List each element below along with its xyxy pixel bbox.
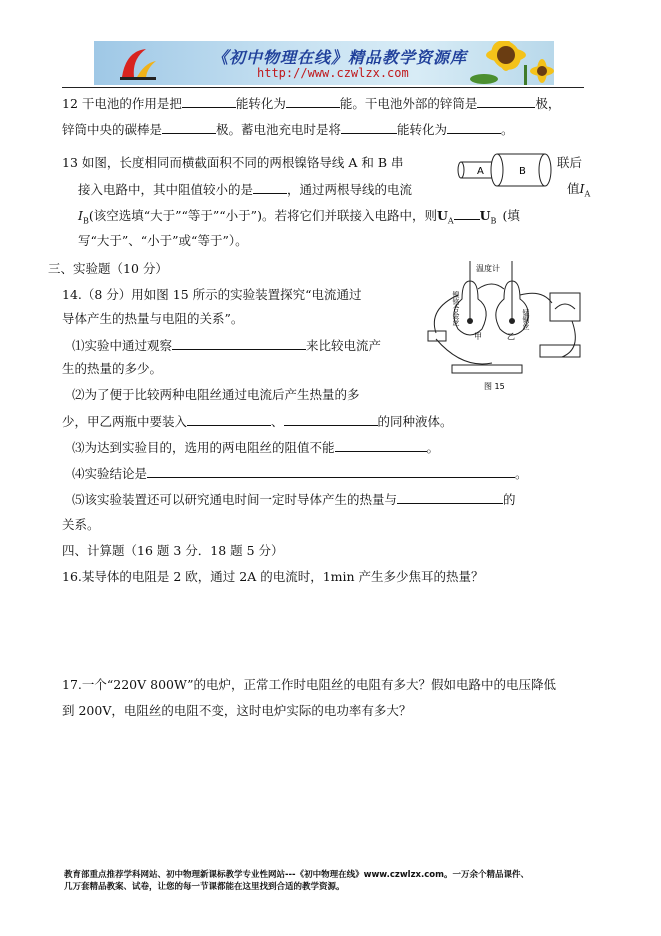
- subscript-b: B: [490, 216, 497, 226]
- answer-blank[interactable]: [335, 439, 427, 452]
- q13-text-2: 联后: [557, 155, 583, 170]
- q16-text: 16.某导体的电阻是 2 欧，通过 2A 的电流时，1min 产生多少焦耳的热量？: [62, 569, 484, 584]
- q14-step-2-text: 少，甲乙两瓶中要装入: [62, 414, 188, 429]
- answer-blank[interactable]: [477, 95, 535, 108]
- q17-line-2: 到 200V，电阻丝的电阻不变，这时电炉实际的电功率有多大？: [62, 703, 412, 718]
- q12-text-7: 能转化为: [397, 122, 448, 137]
- q13-text-6: (该空选填“大于”“等于”“小于”)。若将它们并联接入电路中，则: [88, 208, 437, 223]
- q14-step-5-cont: 关系。: [62, 517, 100, 532]
- q14-step-2-text-3: 的同种液体。: [377, 414, 453, 429]
- q12-text-4: 极，: [535, 96, 561, 111]
- q14-step-3-text-2: 。: [426, 440, 440, 455]
- q12-text-6: 极。蓄电池充电时是将: [216, 122, 342, 137]
- answer-blank[interactable]: [147, 465, 515, 478]
- q12-line-2: [62, 121, 514, 138]
- banner-title: 《初中物理在线》精品教学资源库: [212, 48, 468, 67]
- q13-line-3: [78, 207, 520, 230]
- right-wire-label: 锰铜丝: [522, 309, 530, 330]
- answer-blank[interactable]: [162, 121, 216, 134]
- q14-step-5-text-2: 的: [503, 492, 516, 507]
- q13-line-4: [78, 233, 248, 249]
- current-symbol: I: [78, 208, 83, 223]
- q14-step-2-text-2: 、: [271, 414, 284, 429]
- section-3-heading: 三、实验题（10 分）: [48, 261, 168, 276]
- figure-15-apparatus: [422, 259, 588, 393]
- answer-blank[interactable]: [286, 95, 340, 108]
- subscript-a: A: [447, 216, 454, 226]
- q14-step-1-text: ⑴实验中通过观察: [72, 338, 173, 353]
- q13-text-4: ，通过两根导线的电流: [287, 182, 413, 197]
- conductor-b-label: B: [519, 166, 526, 177]
- q13-line-2-end: [567, 181, 590, 203]
- q13-text-3: 接入电路中，其中阻值较小的是: [78, 182, 254, 197]
- q14-step-1: [72, 337, 381, 354]
- answer-blank[interactable]: [172, 337, 306, 350]
- sunflower-icon: [454, 41, 554, 85]
- q14-step-4: [72, 465, 528, 482]
- banner-url: http://www.czwlzx.com: [257, 66, 409, 80]
- answer-blank[interactable]: [454, 207, 480, 220]
- footer-line-1: 教育部重点推荐学科网站、初中物理新课标教学专业性网站---《初中物理在线》www.czwlzx.com。一万余个精品课件、: [64, 870, 529, 880]
- q14-step-5: [72, 491, 516, 508]
- q13-text-8: 写“大于”、“小于”或“等于”）。: [78, 233, 248, 248]
- answer-blank[interactable]: [182, 95, 236, 108]
- conductor-a-label: A: [477, 166, 484, 177]
- q14-step-4-text: ⑷实验结论是: [72, 466, 148, 481]
- answer-blank[interactable]: [447, 121, 501, 134]
- q12-text-8: 。: [501, 122, 514, 137]
- answer-blank[interactable]: [253, 181, 287, 194]
- answer-blank[interactable]: [284, 413, 378, 426]
- conductor-figure: [457, 148, 553, 192]
- q14-step-4-text-2: 。: [515, 466, 528, 481]
- jar-a-label: 甲: [474, 332, 482, 341]
- q12-text-2: 能转化为: [235, 96, 286, 111]
- q14-step-5-text: ⑸该实验装置还可以研究通电时间一定时导体产生的热量与: [72, 492, 398, 507]
- q12-text-3: 能。干电池外部的锌筒是: [339, 96, 478, 111]
- q13-line-2: [78, 181, 412, 198]
- left-wire-label: 镍铬合金丝: [452, 291, 460, 326]
- q13-text-7: (填: [502, 208, 520, 223]
- q14-step-2-cont: [62, 413, 453, 430]
- figure-caption: 图 15: [484, 382, 505, 391]
- q14-line-1: 14.（8 分）用如图 15 所示的实验装置探究“电流通过: [62, 287, 362, 302]
- q14-line-2: 导体产生的热量与电阻的关系”。: [62, 311, 244, 326]
- q13-text-1: 13 如图，长度相同而横截面积不同的两根镍铬导线 A 和 B 串: [62, 155, 404, 170]
- answer-blank[interactable]: [341, 121, 397, 134]
- voltage-symbol: U: [479, 208, 491, 223]
- q12-text-1: 12 干电池的作用是把: [62, 96, 182, 111]
- q14-step-3-text: ⑶为达到实验目的，选用的两电阻丝的阻值不能: [72, 440, 335, 455]
- q13-line-1: [62, 155, 404, 171]
- q14-step-1-cont: 生的热量的多少。: [62, 361, 163, 376]
- q13-text-5: 值: [567, 181, 580, 196]
- header-rule: [62, 87, 584, 88]
- current-symbol: I: [579, 181, 585, 196]
- subscript-b: B: [82, 216, 89, 226]
- answer-blank[interactable]: [397, 491, 503, 504]
- footer-line-2: 几万套精品教案、试卷，让您的每一节课都能在这里找到合适的教学资源。: [64, 882, 345, 892]
- header-banner: [94, 41, 554, 85]
- q14-step-2: ⑵为了便于比较两种电阻丝通过电流后产生热量的多: [72, 387, 360, 402]
- subscript-a: A: [584, 189, 591, 199]
- voltage-symbol: U: [436, 208, 448, 223]
- q14-step-1-text-2: 来比较电流产: [306, 338, 382, 353]
- answer-blank[interactable]: [187, 413, 271, 426]
- q12-line-1: [62, 95, 560, 112]
- q12-text-5: 锌筒中央的碳棒是: [62, 122, 163, 137]
- jar-b-label: 乙: [507, 332, 515, 341]
- thermometer-label: 温度计: [476, 264, 500, 273]
- q14-step-3: [72, 439, 439, 456]
- site-logo-icon: [116, 45, 160, 83]
- section-4-heading: 四、计算题（16 题 3 分．18 题 5 分）: [62, 543, 284, 558]
- q17-line-1: 17.一个“220V 800W”的电炉，正常工作时电阻丝的电阻有多大？假如电路中的电压降低: [62, 677, 556, 692]
